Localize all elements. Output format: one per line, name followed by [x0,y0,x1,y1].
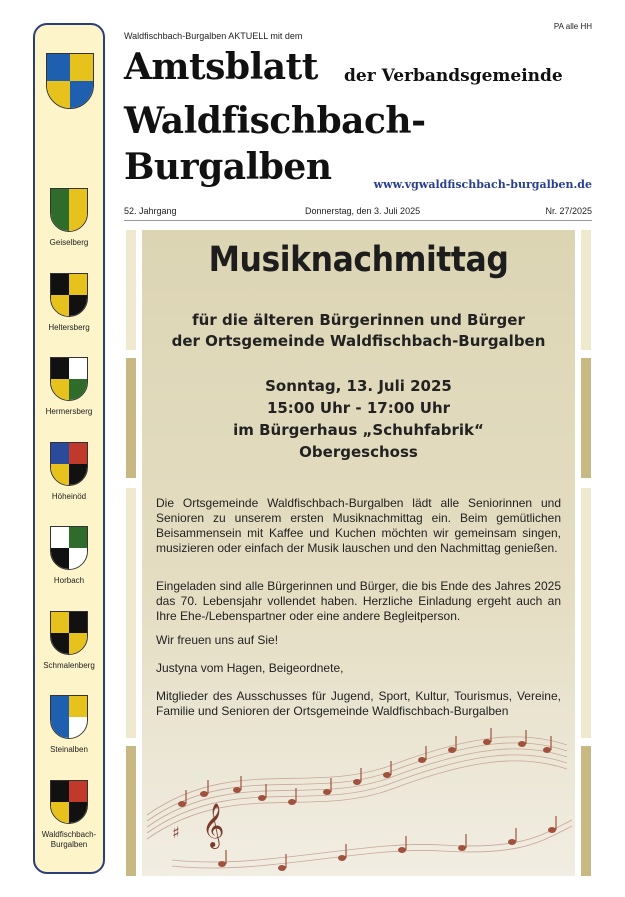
town-coat-of-arms-icon [50,780,88,824]
committee-line: Mitglieder des Ausschusses für Jugend, Sport, Kultur, Tourismus, Vereine, Familie und Senioren der Ortsgemeinde Waldfischbach-Burgalben [156,689,561,718]
svg-text:♯: ♯ [172,823,180,842]
masthead-amtsblatt: Amtsblatt [124,46,318,88]
left-strip [126,230,136,350]
header-divider [124,220,592,221]
event-venue: im Bürgerhaus „Schuhfabrik“ [233,421,484,439]
town-label: Heltersberg [48,322,90,332]
issue-date: Donnerstag, den 3. Juli 2025 [305,206,421,216]
town-label: Höheinöd [51,491,87,501]
svg-text:𝄞: 𝄞 [202,803,225,847]
left-strip [126,358,136,478]
left-strip [126,488,136,738]
audience-line: der Ortsgemeinde Waldfischbach-Burgalben [171,332,546,350]
header-kicker: Waldfischbach-Burgalben AKTUELL mit dem [124,31,303,41]
municipality-sidebar [33,23,105,874]
signature-line: Justyna vom Hagen, Beigeordnete, [156,661,344,675]
vg-coat-of-arms-icon [46,53,94,109]
distribution-note: PA alle HH [553,22,592,31]
volume-label: 52. Jahrgang [124,206,177,216]
town-label: Geiselberg [49,238,89,247]
music-notes-illustration [142,720,575,876]
town-label: Steinalben [50,745,88,754]
event-time: 15:00 Uhr - 17:00 Uhr [266,399,451,417]
invitation-paragraph: Die Ortsgemeinde Waldfischbach-Burgalben lädt alle Seniorinnen und Senioren zu unserem ersten Musiknachmittag ein. Beim gemütlichen Beisammensein mit Kaffee und Kuchen möchten wir gemeinsam singen, musizieren oder einfach der Musik lauschen und den Nachmittag genießen. [156,496,561,555]
event-date: Sonntag, 13. Juli 2025 [265,377,452,395]
town-coat-of-arms-icon [50,611,88,655]
town-coat-of-arms-icon [50,188,88,232]
town-label: Schmalenberg [43,660,95,670]
town-coat-of-arms-icon [50,273,88,317]
audience-line: für die älteren Bürgerinnen und Bürger [192,311,525,329]
right-strip [581,358,591,478]
event-poster [142,230,575,876]
town-coat-of-arms-icon [50,442,88,486]
eligibility-paragraph: Eingeladen sind alle Bürgerinnen und Bürger, die bis Ende des Jahres 2025 das 70. Lebensjahr vollendet haben. Herzliche Einladung ergeht auch an Ihre Ehe-/Lebenspartner oder eine andere Begleitperson. [156,579,561,623]
masthead-subtitle: der Verbandsgemeinde [344,66,563,86]
masthead-line2: Waldfischbach- [124,100,426,142]
town-coat-of-arms-icon [50,357,88,401]
right-strip [581,746,591,876]
issue-number: Nr. 27/2025 [545,206,592,216]
right-strip [581,488,591,738]
right-strip [581,230,591,350]
left-strip [126,746,136,876]
website-link[interactable]: www.vgwaldfischbach-burgalben.de [373,178,592,191]
masthead-line3: Burgalben [124,146,332,188]
town-coat-of-arms-icon [50,695,88,739]
town-coat-of-arms-icon [50,526,88,570]
closing-line: Wir freuen uns auf Sie! [156,633,279,647]
town-label: Hermersberg [45,407,93,416]
town-label: Waldfischbach-Burgalben [41,829,97,849]
poster-headline: Musiknachmittag [208,240,509,280]
event-floor: Obergeschoss [299,443,418,461]
town-label: Horbach [53,576,85,585]
